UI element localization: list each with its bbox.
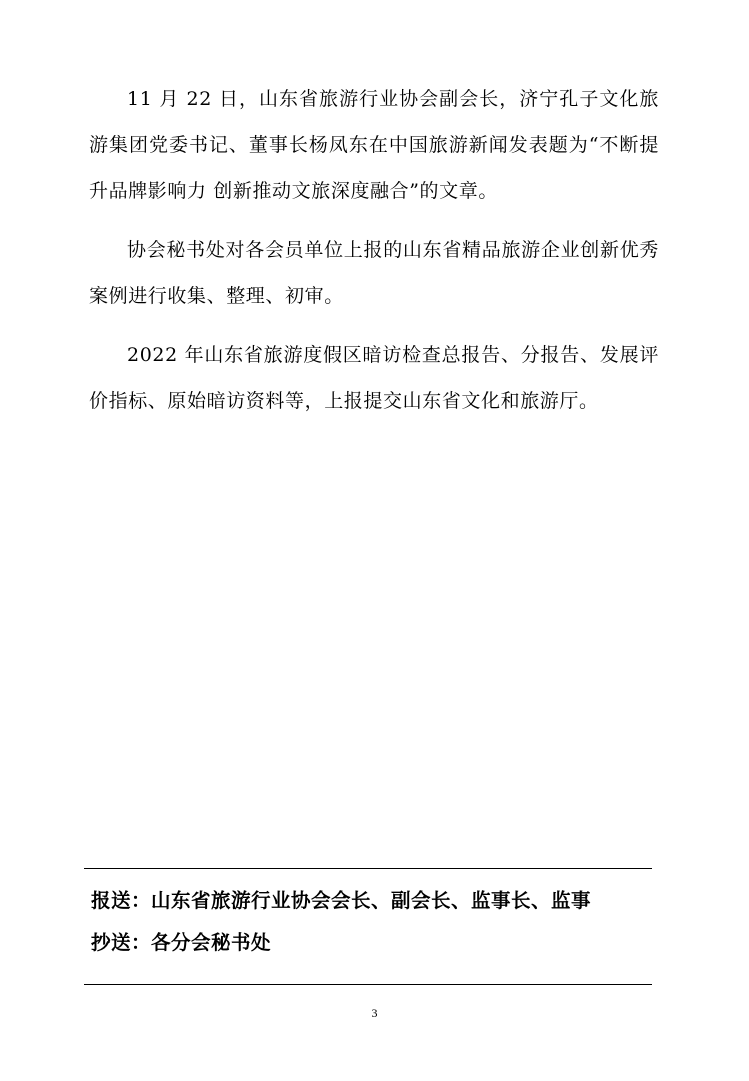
page-number: 3 bbox=[371, 1006, 378, 1020]
copy-to-line: 抄送：各分会秘书处 bbox=[91, 931, 272, 954]
paragraph-1: 11 月 22 日，山东省旅游行业协会副会长，济宁孔子文化旅游集团党委书记、董事长杨凤东在中国旅游新闻发表题为“不断提升品牌影响力 创新推动文旅深度融合”的文章。 bbox=[89, 88, 659, 202]
paragraph-2: 协会秘书处对各会员单位上报的山东省精品旅游企业创新优秀案例进行收集、整理、初审。 bbox=[89, 239, 659, 307]
report-to-line: 报送：山东省旅游行业协会会长、副会长、监事长、监事 bbox=[91, 889, 592, 912]
bottom-divider bbox=[84, 984, 652, 985]
distribution-block bbox=[91, 880, 651, 964]
top-divider bbox=[84, 868, 652, 869]
paragraph-3: 2022 年山东省旅游度假区暗访检查总报告、分报告、发展评价指标、原始暗访资料等，上报提交山东省文化和旅游厅。 bbox=[89, 344, 659, 412]
body-text bbox=[89, 76, 659, 437]
